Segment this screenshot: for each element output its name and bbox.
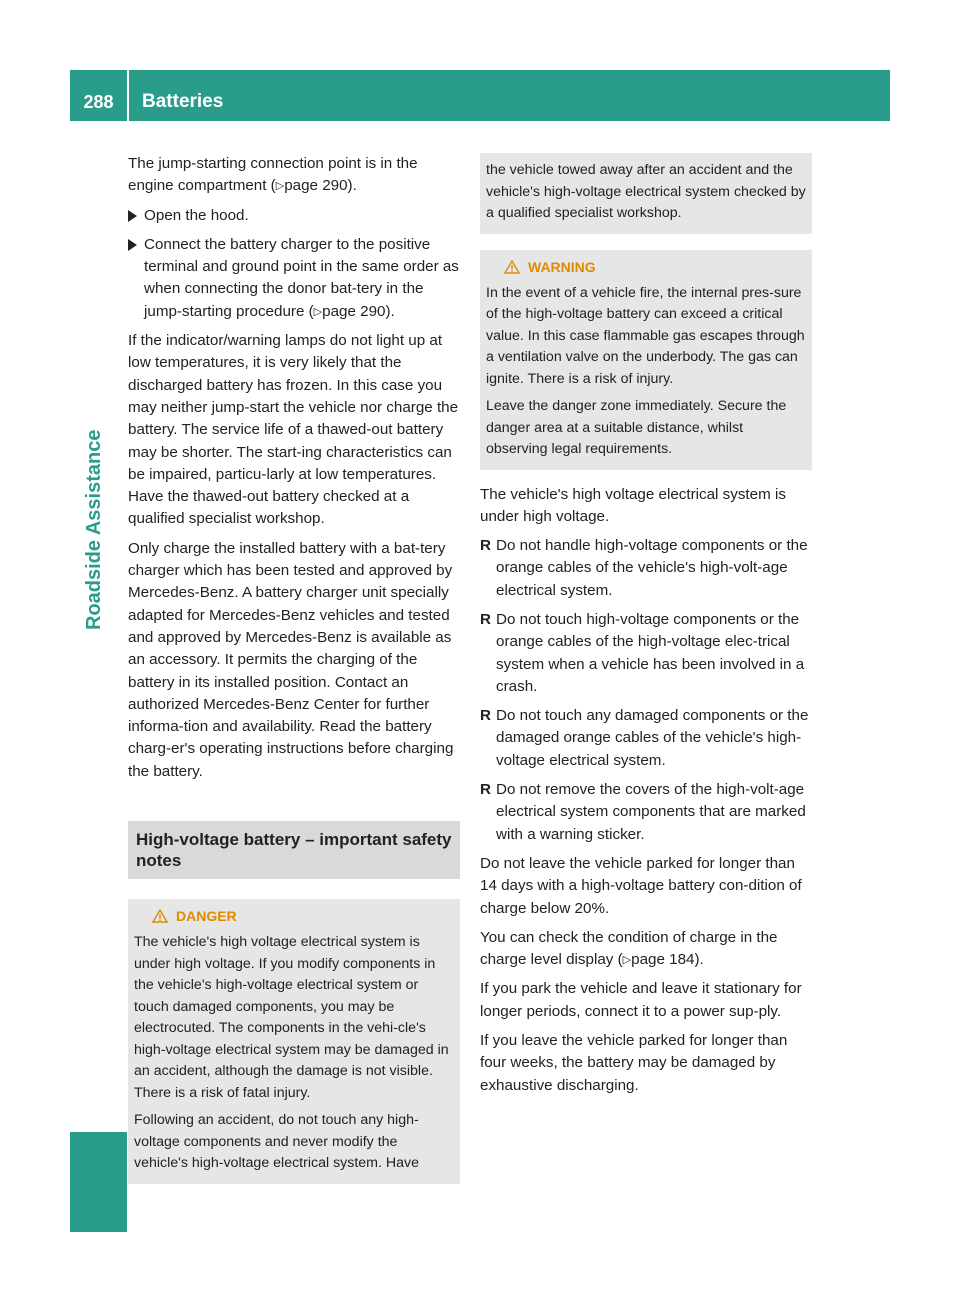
step-arrow-icon bbox=[128, 210, 137, 222]
body-paragraph bbox=[480, 927, 812, 972]
danger-box bbox=[128, 899, 460, 1184]
bullet-marker: R bbox=[480, 707, 491, 725]
bullet-item bbox=[480, 705, 812, 772]
intro-paragraph bbox=[128, 153, 460, 198]
body-paragraph: If you park the vehicle and leave it stationary for longer periods, connect it to a power sup-ply. bbox=[480, 980, 802, 1020]
warning-text: Leave the danger zone immediately. Secure the danger area at a suitable distance, whilst observing legal requirements. bbox=[486, 398, 787, 457]
body-paragraph: If you leave the vehicle parked for longer than four weeks, the battery may be damaged by exhaustive discharging. bbox=[480, 1032, 788, 1094]
intro-ref-text: page 290). bbox=[284, 177, 357, 195]
warning-header bbox=[486, 257, 806, 277]
page-ref-icon: ▷ bbox=[313, 305, 323, 318]
warning-triangle-icon bbox=[152, 909, 168, 923]
side-tab-block bbox=[70, 1132, 127, 1232]
bullet-text: Do not handle high-voltage components or the orange cables of the vehicle's high-volt-age electrical system. bbox=[496, 537, 808, 599]
warning-text: In the event of a vehicle fire, the internal pres-sure of the high-voltage battery can exceed a critical value. In this case flammable gas escapes through a ventilation valve on the underbody. The gas can ignite. There is a risk of injury. bbox=[486, 284, 805, 387]
bullet-marker: R bbox=[480, 537, 491, 555]
step-item bbox=[128, 205, 460, 227]
warning-box bbox=[480, 250, 812, 470]
bullet-item bbox=[480, 779, 812, 846]
bullet-marker: R bbox=[480, 610, 491, 628]
bullet-text: Do not touch any damaged components or the damaged orange cables of the vehicle's high-voltage electrical system. bbox=[496, 707, 809, 769]
danger-header bbox=[134, 906, 454, 926]
danger-text: the vehicle towed away after an accident and the vehicle's high-voltage electrical system checked by a qualified specialist workshop. bbox=[486, 162, 806, 221]
step-text: Open the hood. bbox=[144, 206, 249, 224]
section-heading: High-voltage battery – important safety notes bbox=[128, 821, 460, 879]
step-text: Connect the battery charger to the positive terminal and ground point in the same order as when connecting the donor bat-tery in the jump-starting procedure ( bbox=[144, 235, 459, 320]
page-title: Batteries bbox=[142, 91, 224, 112]
bullet-marker: R bbox=[480, 781, 491, 799]
body-text: You can check the condition of charge in the charge level display ( bbox=[480, 928, 778, 969]
body-ref-text: page 184). bbox=[631, 951, 704, 969]
left-column bbox=[128, 153, 460, 1184]
side-section-label: Roadside Assistance bbox=[83, 429, 105, 630]
danger-text: Following an accident, do not touch any high-voltage components and never modify the vehicle's high-voltage electrical system. Have bbox=[134, 1112, 420, 1172]
header-divider bbox=[127, 70, 129, 121]
page-header bbox=[70, 70, 890, 121]
page-ref-icon: ▷ bbox=[622, 954, 632, 967]
body-paragraph: Only charge the installed battery with a bat-tery charger which has been tested and approved by Mercedes-Benz. A battery charger unit specially adapted for Mercedes-Benz vehicles and tested and approved by Mercedes-Benz is available as an accessory. It permits the charging of the battery in its installed position. Contact an authorized Mercedes-Benz Center for further informa-tion and availability. Read the battery charg-er's operating instructions before charging the battery. bbox=[128, 539, 454, 780]
bullet-item bbox=[480, 535, 812, 602]
body-paragraph: Do not leave the vehicle parked for longer than 14 days with a high-voltage battery con-dition of charge below 20%. bbox=[480, 854, 802, 917]
bullet-text: Do not touch high-voltage components or the orange cables of the high-voltage elec-trical system when a vehicle has been involved in a crash. bbox=[496, 610, 805, 695]
warning-triangle-icon bbox=[504, 260, 520, 274]
intro-text: The jump-starting connection point is in the engine compartment ( bbox=[128, 155, 418, 195]
danger-label: DANGER bbox=[176, 908, 237, 925]
page-ref-icon: ▷ bbox=[275, 180, 285, 193]
body-paragraph: If the indicator/warning lamps do not light up at low temperatures, it is very likely that the discharged battery has frozen. In this case you may neither jump-start the vehicle nor charge the battery. The service life of a thawed-out battery may be shorter. The start-ing characteristics can be impaired, particu-larly at low temperatures. Have the thawed-out battery checked at a qualified specialist workshop. bbox=[128, 332, 459, 528]
step-arrow-icon bbox=[128, 239, 137, 251]
danger-box-continued bbox=[480, 153, 812, 234]
page-number: 288 bbox=[83, 92, 114, 112]
danger-text: The vehicle's high voltage electrical system is under high voltage. If you modify components in the vehicle's high-voltage electrical system or touch damaged components, you may be electrocuted. The components in the vehi-cle's high-voltage electrical system may be damaged in an accident, although the damage is not visible. There is a risk of fatal injury. bbox=[134, 934, 449, 1101]
step-item bbox=[128, 234, 460, 323]
right-column bbox=[480, 153, 812, 1104]
bullet-item bbox=[480, 609, 812, 698]
body-paragraph: The vehicle's high voltage electrical system is under high voltage. bbox=[480, 485, 786, 525]
bullet-text: Do not remove the covers of the high-volt-age electrical system components that are marked with a warning sticker. bbox=[496, 781, 806, 843]
step-ref-text: page 290). bbox=[322, 302, 395, 320]
warning-label: WARNING bbox=[528, 258, 596, 275]
